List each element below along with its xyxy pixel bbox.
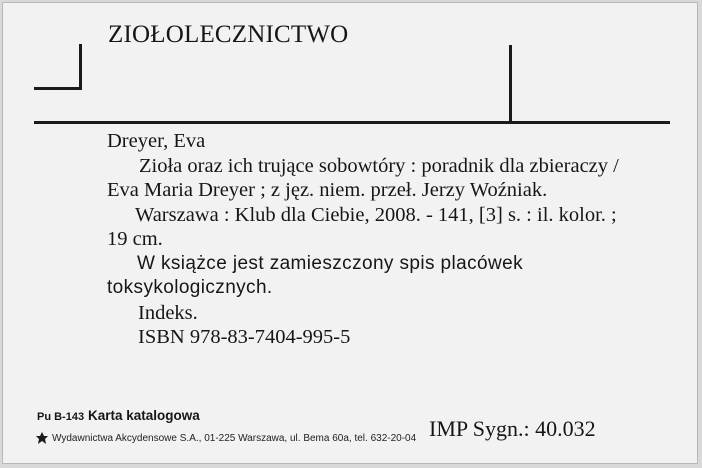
index-note: Indeks.	[138, 301, 198, 324]
note: W książce jest zamieszczony spis placówek toksykologicznych.	[107, 252, 523, 298]
bibliographic-entry	[107, 129, 627, 350]
corner-mark-vertical	[79, 44, 82, 90]
call-number: IMP Sygn.: 40.032	[429, 416, 596, 441]
publisher-line: Wydawnictwa Akcydensowe S.A., 01-225 Warszawa, ul. Bema 60a, tel. 632-20-04	[52, 433, 417, 444]
heading-rule	[34, 121, 670, 124]
title-statement: Zioła oraz ich trujące sobowtóry : poradnik dla zbieraczy / Eva Maria Dreyer ; z jęz. niem. przeł. Jerzy Woźniak.	[107, 154, 619, 201]
isbn: ISBN 978-83-7404-995-5	[138, 326, 351, 348]
form-title: Karta katalogowa	[88, 408, 200, 423]
publication-statement: Warszawa : Klub dla Ciebie, 2008. - 141, [3] s. : il. kolor. ; 19 cm.	[107, 203, 617, 250]
catalog-card	[2, 2, 698, 464]
publisher-logo-icon	[35, 431, 49, 445]
form-code: Pu B-143	[37, 411, 85, 423]
column-divider	[509, 45, 512, 123]
corner-mark-horizontal	[34, 87, 82, 90]
subject-heading: ZIOŁOLECZNICTWO	[108, 21, 349, 48]
author: Dreyer, Eva	[107, 130, 206, 152]
